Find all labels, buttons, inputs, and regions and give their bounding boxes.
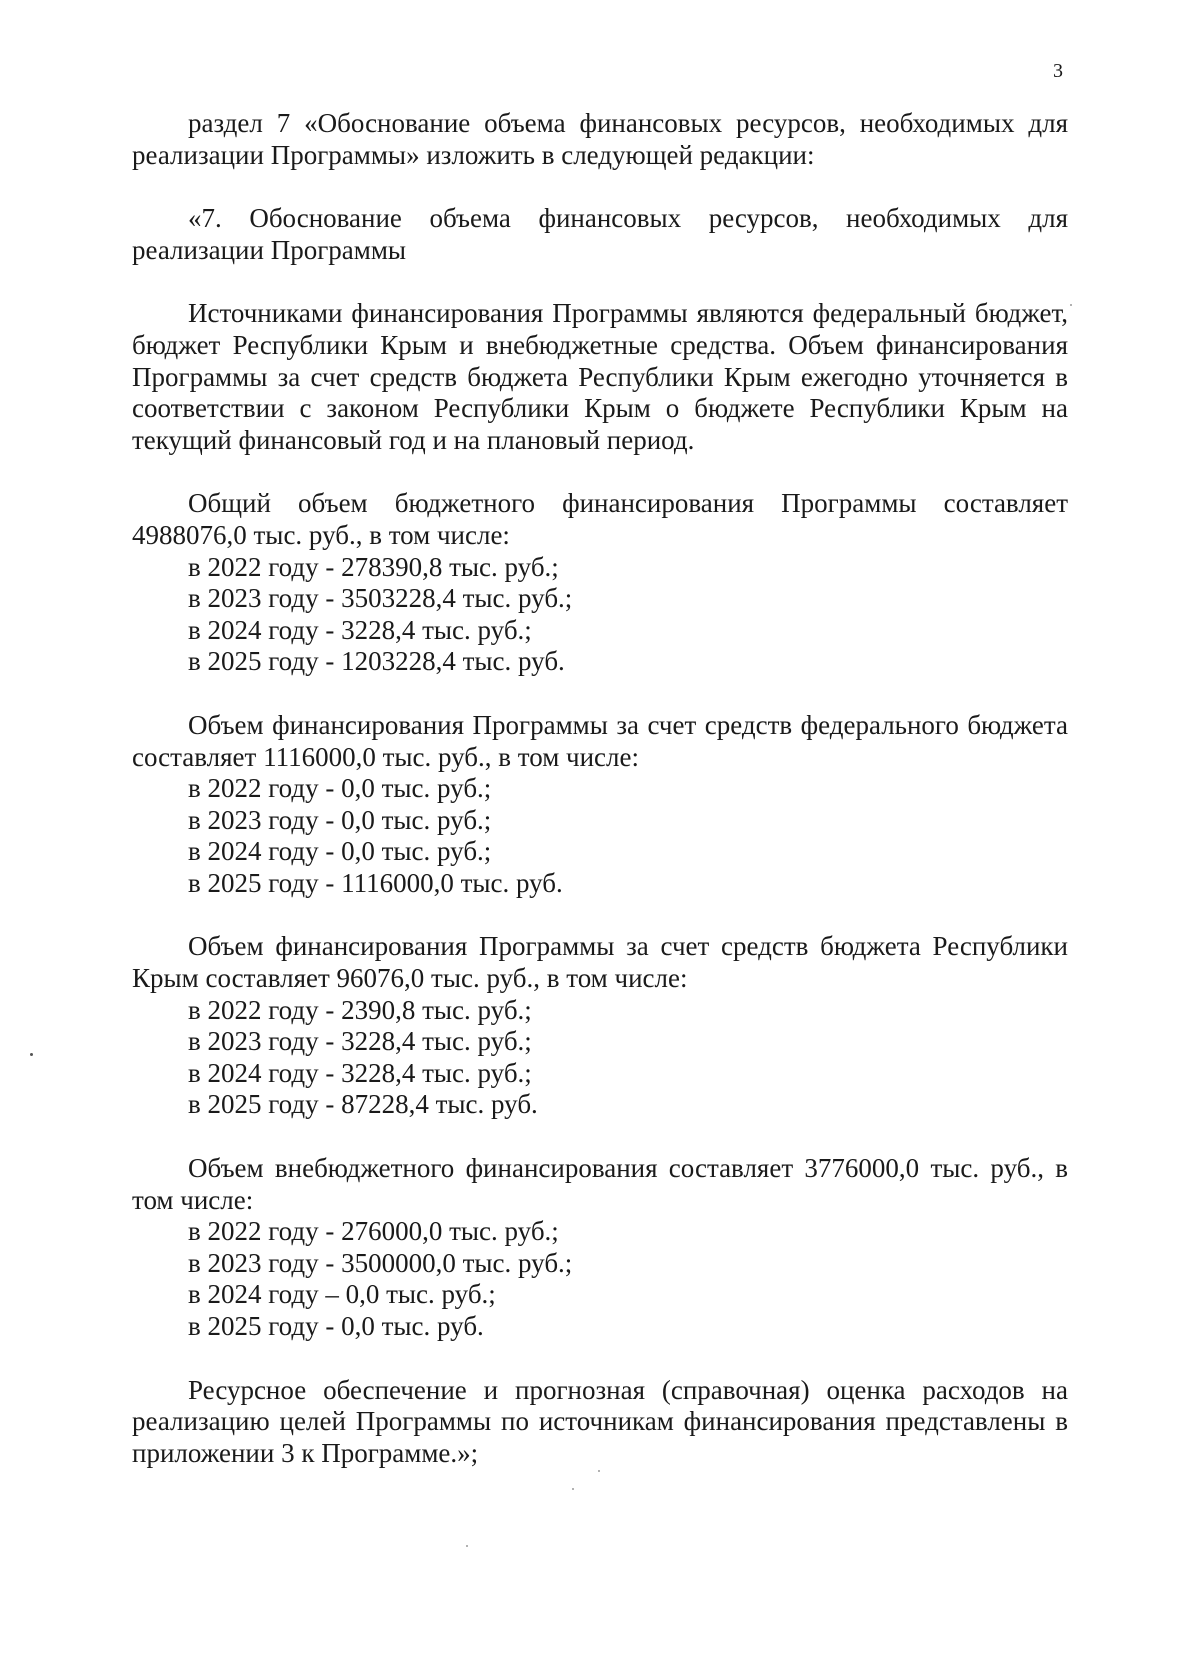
- list-item: в 2024 году - 3228,4 тыс. руб.;: [188, 614, 532, 645]
- spacer: [132, 171, 1068, 203]
- scan-speck: [30, 1053, 33, 1056]
- list-item: в 2022 году - 2390,8 тыс. руб.;: [188, 994, 532, 1025]
- scan-speck: [1070, 304, 1072, 306]
- spacer: [132, 899, 1068, 931]
- extrabudget-funding-paragraph: Объем внебюджетного финансирования составляет 3776000,0 тыс. руб., в том числе:: [132, 1153, 1068, 1215]
- extrabudget-funding-list: [132, 1216, 1068, 1342]
- sources-paragraph: Источниками финансирования Программы являются федеральный бюджет, бюджет Республики Крым и внебюджетные средства. Объем финансирования Программы за счет средств бюджета Республики Крым ежегодно уточняется в соответствии с законом Республики Крым о бюджете Республики Крым на текущий финансовый год и на плановый период.: [132, 298, 1068, 455]
- list-item: в 2023 году - 3228,4 тыс. руб.;: [188, 1026, 532, 1057]
- section-heading: «7. Обоснование объема финансовых ресурсов, необходимых для реализации Программы: [132, 203, 1068, 265]
- scan-speck: [572, 1488, 574, 1490]
- spacer: [132, 266, 1068, 298]
- total-funding-paragraph: Общий объем бюджетного финансирования Программы составляет 4988076,0 тыс. руб., в том числе:: [132, 488, 1068, 550]
- list-item: в 2022 году - 0,0 тыс. руб.;: [188, 773, 492, 804]
- spacer: [132, 678, 1068, 710]
- list-item: в 2024 году – 0,0 тыс. руб.;: [188, 1279, 496, 1310]
- list-item: в 2023 году - 3500000,0 тыс. руб.;: [188, 1247, 573, 1278]
- list-item: в 2023 году - 0,0 тыс. руб.;: [188, 804, 492, 835]
- list-item: в 2022 году - 276000,0 тыс. руб.;: [188, 1216, 559, 1247]
- list-item: в 2023 году - 3503228,4 тыс. руб.;: [188, 583, 573, 614]
- document-body: [132, 108, 1068, 1469]
- list-item: в 2025 году - 87228,4 тыс. руб.: [188, 1089, 538, 1120]
- total-funding-list: [132, 552, 1068, 678]
- list-item: в 2024 году - 3228,4 тыс. руб.;: [188, 1057, 532, 1088]
- list-item: в 2025 году - 1116000,0 тыс. руб.: [188, 867, 563, 898]
- closing-paragraph: Ресурсное обеспечение и прогнозная (справочная) оценка расходов на реализацию целей Программы по источникам финансирования представлены в приложении 3 к Программе.»;: [132, 1374, 1068, 1468]
- scan-speck: [466, 1545, 468, 1547]
- spacer: [132, 1343, 1068, 1375]
- list-item: в 2025 году - 0,0 тыс. руб.: [188, 1311, 484, 1341]
- federal-funding-paragraph: Объем финансирования Программы за счет средств федерального бюджета составляет 1116000,0 тыс. руб., в том числе:: [132, 709, 1068, 772]
- intro-paragraph: раздел 7 «Обоснование объема финансовых ресурсов, необходимых для реализации Программы» изложить в следующей редакции:: [132, 108, 1068, 170]
- crimea-funding-list: [132, 995, 1068, 1121]
- list-item: в 2025 году - 1203228,4 тыс. руб.: [188, 646, 565, 677]
- spacer: [132, 1121, 1068, 1153]
- federal-funding-list: [132, 773, 1068, 899]
- list-item: в 2024 году - 0,0 тыс. руб.;: [188, 836, 492, 867]
- crimea-funding-paragraph: Объем финансирования Программы за счет средств бюджета Республики Крым составляет 96076,0 тыс. руб., в том числе:: [132, 931, 1068, 994]
- scan-speck: [598, 1470, 600, 1472]
- spacer: [132, 456, 1068, 488]
- page-number: 3: [1053, 60, 1063, 82]
- list-item: в 2022 году - 278390,8 тыс. руб.;: [188, 551, 559, 582]
